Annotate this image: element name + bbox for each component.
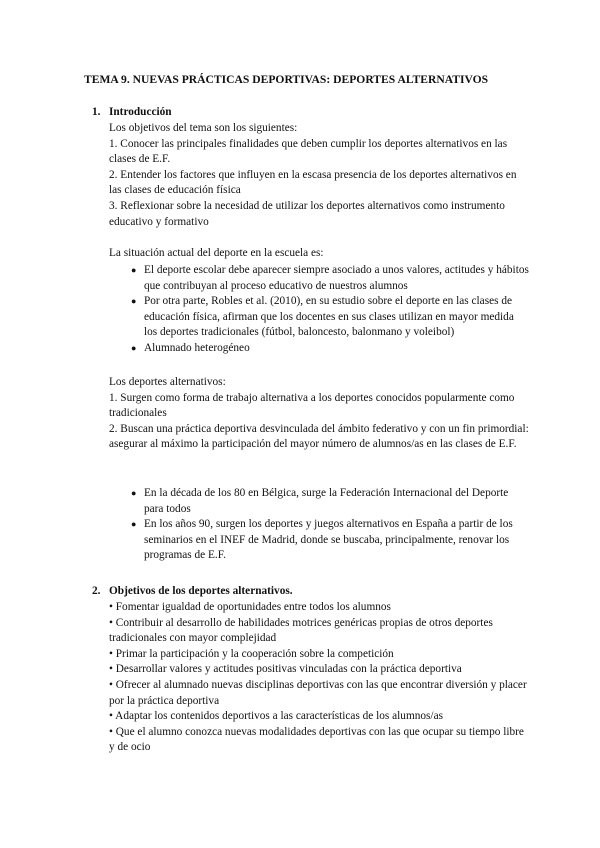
objective-item: 2. Entender los factores que influyen en la escasa presencia de los deportes alternativos en las clases de educación física [109, 168, 517, 197]
objectives-alt-list [109, 600, 529, 756]
list-item: • Que el alumno conozca nuevas modalidades deportivas con las que ocupar su tiempo libre y de ocio [109, 725, 524, 754]
section-1-heading [92, 105, 172, 121]
alt-sports-block [109, 375, 529, 453]
objectives-intro: Los objetivos del tema son los siguientes: [109, 122, 298, 134]
objective-item: 3. Reflexionar sobre la necesidad de utilizar los deportes alternativos como instrumento educativo y formativo [109, 199, 505, 228]
section-2-number: 2. [92, 585, 101, 597]
document-title: TEMA 9. NUEVAS PRÁCTICAS DEPORTIVAS: DEPORTES ALTERNATIVOS [84, 73, 489, 86]
bullet-icon: ● [131, 296, 137, 307]
list-item: • Fomentar igualdad de oportunidades entre todos los alumnos [109, 601, 391, 613]
list-item: • Ofrecer al alumnado nuevas disciplinas deportivas con las que encontrar diversión y placer por la práctica deportiva [109, 678, 527, 707]
objective-item: 1. Conocer las principales finalidades que deben cumplir los deportes alternativos en las clases de E.F. [109, 137, 508, 166]
objectives-block [109, 121, 529, 230]
section-2-heading [92, 584, 293, 600]
alt-sports-item: 2. Buscan una práctica deportiva desvinculada del ámbito federativo y con un fin primordial: asegurar al máximo la participación del mayor número de alumnos/as en las clases de E.F. [109, 422, 529, 451]
list-item [109, 486, 529, 517]
list-item-text: Por otra parte, Robles et al. (2010), en su estudio sobre el deporte en las clases de educación física, afirman que los docentes en sus clases utilizan en mayor medida los deportes tradicionales (fútbol, baloncesto, balonmano y voleibol) [144, 295, 514, 339]
situation-intro-block [109, 246, 529, 262]
section-1-title: Introducción [109, 106, 172, 118]
alt-sports-intro: Los deportes alternativos: [109, 376, 226, 388]
section-2-title: Objetivos de los deportes alternativos. [109, 585, 293, 597]
section-1-number: 1. [92, 106, 101, 118]
list-item [109, 263, 529, 294]
list-item: • Adaptar los contenidos deportivos a las características de los alumnos/as [109, 710, 443, 723]
list-item-text: Alumnado heterogéneo [144, 341, 250, 354]
bullet-icon: ● [131, 342, 137, 353]
history-bullet-list [109, 486, 529, 564]
list-item-text: En los años 90, surgen los deportes y juegos alternativos en España a partir de los seminarios en el INEF de Madrid, donde se buscaba, principalmente, renovar los programas de E.F. [144, 518, 513, 562]
list-item [109, 517, 529, 564]
list-item-text: En la década de los 80 en Bélgica, surge la Federación Internacional del Deporte para todos [144, 487, 509, 515]
list-item: • Desarrollar valores y actitudes positivas vinculadas con la práctica deportiva [109, 663, 462, 676]
alt-sports-item: 1. Surgen como forma de trabajo alternativa a los deportes conocidos popularmente como tradicionales [109, 391, 515, 420]
situation-intro: La situación actual del deporte en la escuela es: [109, 247, 324, 259]
list-item: • Primar la participación y la cooperación sobre la competición [109, 647, 394, 660]
list-item [109, 294, 529, 341]
bullet-icon: ● [131, 488, 137, 498]
situation-bullet-list [109, 263, 529, 357]
list-item [109, 341, 529, 357]
list-item-text: El deporte escolar debe aparecer siempre asociado a unos valores, actitudes y hábitos que contribuyan al proceso educativo de nuestros alumnos [144, 264, 529, 292]
bullet-icon: ● [131, 265, 137, 275]
bullet-icon: ● [131, 519, 137, 530]
list-item: • Contribuir al desarrollo de habilidades motrices genéricas propias de otros deportes tradicionales con mayor complejidad [109, 616, 493, 645]
